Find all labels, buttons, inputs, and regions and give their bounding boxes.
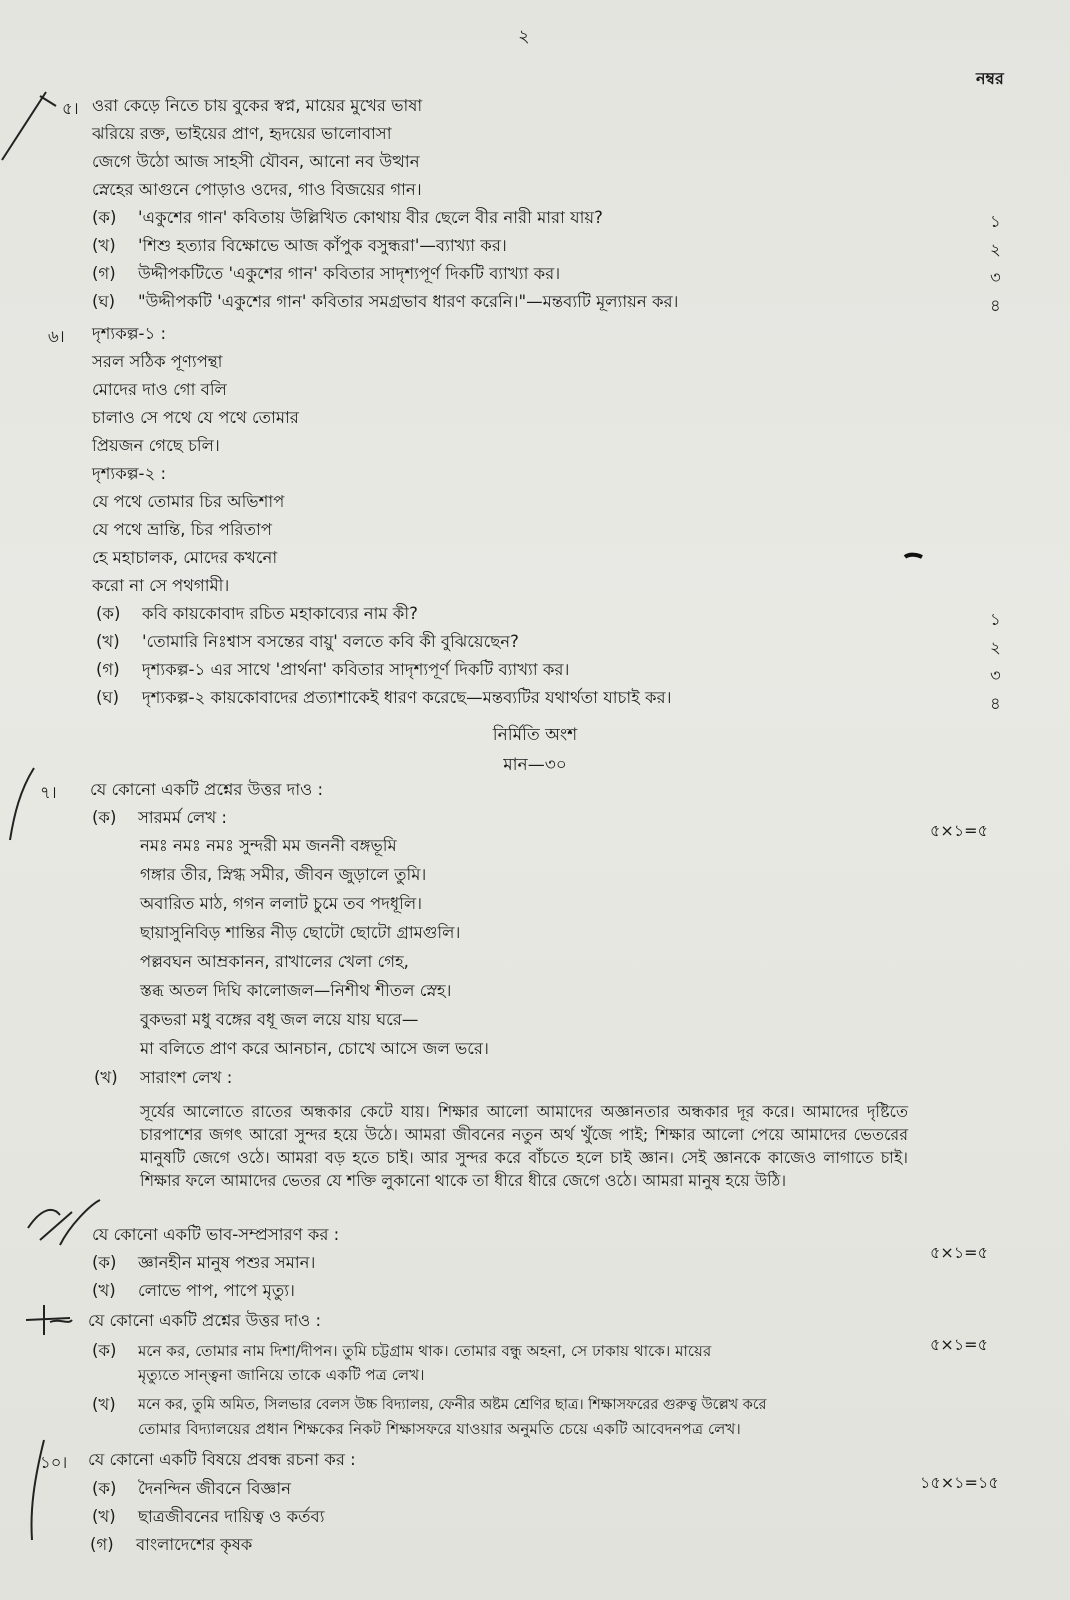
q10-part-text: ছাত্রজীবনের দায়িত্ব ও কর্তব্য	[138, 1507, 325, 1526]
q5-poem-line: ঝরিয়ে রক্ত, ভাইয়ের প্রাণ, হৃদয়ের ভালোবাসা	[92, 124, 392, 143]
q6-part-text: কবি কায়কোবাদ রচিত মহাকাব্যের নাম কী?	[142, 604, 418, 623]
q9-part-text: তোমার বিদ্যালয়ের প্রধান শিক্ষকের নিকট শিক্ষাসফরে যাওয়ার অনুমতি চেয়ে একটি আবেদনপত্র লেখ।	[138, 1420, 741, 1438]
q8-instruction: যে কোনো একটি ভাব-সম্প্রসারণ কর :	[92, 1225, 340, 1244]
q7a-title: সারমর্ম লেখ :	[138, 808, 227, 827]
q7b-title: সারাংশ লেখ :	[140, 1068, 233, 1087]
q7-mark: ৫×১=৫	[930, 821, 988, 840]
q6-part-label: (গ)	[96, 660, 120, 679]
q8-mark: ৫×১=৫	[930, 1243, 988, 1262]
q6-scene2-line: যে পথে ভ্রান্তি, চির পরিতাপ	[92, 520, 273, 539]
q6-part-mark: ২	[990, 638, 1001, 657]
q7a-poem-line: ছায়াসুনিবিড় শান্তির নীড় ছোটো ছোটো গ্রামগুলি।	[140, 923, 461, 942]
q5-part-mark: ২	[990, 240, 1001, 259]
q6-scene2-line: হে মহাচালক, মোদের কখনো	[92, 548, 278, 567]
q6-scene1-line: সরল সঠিক পূণ্যপন্থা	[92, 352, 223, 371]
q8-part-text: জ্ঞানহীন মানুষ পশুর সমান।	[138, 1253, 316, 1272]
q5-part-text: 'শিশু হত্যার বিক্ষোভে আজ কাঁপুক বসুন্ধরা'—ব্যাখ্যা কর।	[138, 236, 507, 255]
q6-part-label: (ক)	[96, 604, 121, 623]
q5-poem-line: ওরা কেড়ে নিতে চায় বুকের স্বপ্ন, মায়ের মুখের ভাষা	[92, 96, 423, 115]
q5-part-label: (ঘ)	[92, 292, 116, 311]
q7-instruction: যে কোনো একটি প্রশ্নের উত্তর দাও :	[90, 780, 324, 799]
q8-part-label: (ক)	[92, 1253, 117, 1272]
q6-scene1-line: চালাও সে পথে যে পথে তোমার	[92, 408, 299, 427]
q6-part-text: 'তোমারি নিঃশ্বাস বসন্তের বায়ু' বলতে কবি কী বুঝিয়েছেন?	[142, 632, 519, 651]
q5-part-text: উদ্দীপকটিতে 'একুশের গান' কবিতার সাদৃশ্যপূর্ণ দিকটি ব্যাখ্যা কর।	[138, 264, 561, 283]
q7a-label: (ক)	[92, 808, 117, 827]
q5-part-mark: ৩	[990, 268, 1001, 287]
q10-instruction: যে কোনো একটি বিষয়ে প্রবন্ধ রচনা কর :	[88, 1450, 356, 1469]
q5-part-label: (ক)	[92, 208, 117, 227]
q9-mark: ৫×১=৫	[930, 1335, 988, 1354]
marks-column-header: নম্বর	[976, 69, 1004, 88]
q10-part-text: দৈনন্দিন জীবনে বিজ্ঞান	[138, 1479, 291, 1498]
q8-part-text: লোভে পাপ, পাপে মৃত্যু।	[138, 1281, 295, 1300]
q7a-poem-line: গঙ্গার তীর, স্নিগ্ধ সমীর, জীবন জুড়ালে তুমি।	[140, 865, 427, 884]
q6-part-label: (খ)	[96, 632, 120, 651]
q9-part-text: মনে কর, তোমার নাম দিশা/দীপন। তুমি চট্টগ্রাম থাক। তোমার বন্ধু অহনা, সে ঢাকায় থাকে। মায়ের	[138, 1342, 712, 1360]
q10-number: ১০।	[40, 1453, 68, 1472]
q7-number: ৭।	[40, 783, 57, 802]
q5-number: ৫।	[62, 99, 79, 118]
q6-scene1-line: মোদের দাও গো বলি	[92, 380, 227, 399]
q6-scene2-title: দৃশ্যকল্প-২ :	[92, 464, 167, 483]
q10-part-label: (গ)	[90, 1535, 114, 1554]
q10-part-text: বাংলাদেশের কৃষক	[136, 1535, 253, 1554]
q6-part-label: (ঘ)	[96, 688, 120, 707]
q7a-poem-line: স্তব্ধ অতল দিঘি কালোজল—নিশীথ শীতল স্নেহ।	[140, 981, 452, 1000]
q5-part-text: "উদ্দীপকটি 'একুশের গান' কবিতার সমগ্রভাব ধারণ করেনি।"—মন্তব্যটি মূল্যায়ন কর।	[138, 292, 679, 311]
q5-part-text: 'একুশের গান' কবিতায় উল্লিখিত কোথায় বীর ছেলে বীর নারী মারা যায়?	[138, 208, 603, 227]
q8-part-label: (খ)	[92, 1281, 116, 1300]
q6-part-mark: ৪	[990, 694, 1001, 713]
q7b-paragraph: সূর্যের আলোতে রাতের অন্ধকার কেটে যায়। শিক্ষার আলো আমাদের অজ্ঞানতার অন্ধকার দূর করে। আমাদের দৃষ্টিতে চারপাশের জগৎ আরো সুন্দর হয়ে উঠে। আমরা জীবনের নতুন অর্থ খুঁজে পাই; শিক্ষার আলো পেয়ে আমাদের ভেতরের মানুষটি জেগে ওঠে। আমরা বড় হতে চাই। আর সুন্দর করে বাঁচতে হলে চাই জ্ঞান। সেই জ্ঞানকে কাজেও লাগাতে চাই। শিক্ষার ফলে আমাদের ভেতর যে শক্তি লুকানো থাকে তা ধীরে ধীরে জেগে ওঠে। আমরা মানুষ হয়ে উঠি।	[140, 1102, 908, 1190]
q9-part-text: মনে কর, তুমি অমিত, সিলভার বেলস উচ্চ বিদ্যালয়, ফেনীর অষ্টম শ্রেণির ছাত্র। শিক্ষাসফরের গুরুত্ব উল্লেখ করে	[138, 1397, 767, 1413]
section-marks: মান—৩০	[503, 755, 567, 775]
q6-part-mark: ১	[990, 610, 1001, 629]
q6-part-text: দৃশ্যকল্প-১ এর সাথে 'প্রার্থনা' কবিতার সাদৃশ্যপূর্ণ দিকটি ব্যাখ্যা কর।	[142, 660, 570, 679]
q5-part-label: (গ)	[92, 264, 116, 283]
q6-number: ৬।	[48, 327, 65, 346]
q7a-poem-line: বুকভরা মধু বঙ্গের বধূ জল লয়ে যায় ঘরে—	[140, 1010, 419, 1029]
q9-instruction: যে কোনো একটি প্রশ্নের উত্তর দাও :	[88, 1311, 322, 1330]
q5-part-mark: ১	[990, 212, 1001, 231]
q6-scene1-title: দৃশ্যকল্প-১ :	[92, 324, 167, 343]
q5-poem-line: স্নেহের আগুনে পোড়াও ওদের, গাও বিজয়ের গান।	[92, 180, 422, 199]
q9-part-label: (খ)	[92, 1395, 116, 1414]
q6-scene2-line: যে পথে তোমার চির অভিশাপ	[92, 492, 285, 511]
q9-part-label: (ক)	[92, 1341, 117, 1360]
q10-part-label: (ক)	[92, 1479, 117, 1498]
q6-part-mark: ৩	[990, 666, 1001, 685]
section-title: নির্মিতি অংশ	[492, 725, 578, 745]
q7a-poem-line: মা বলিতে প্রাণ করে আনচান, চোখে আসে জল ভরে।	[140, 1039, 489, 1058]
q7a-poem-line: অবারিত মাঠ, গগন ললাট চুমে তব পদধূলি।	[140, 894, 423, 913]
q10-mark: ১৫×১=১৫	[920, 1473, 999, 1492]
q10-part-label: (খ)	[92, 1507, 116, 1526]
q6-part-text: দৃশ্যকল্প-২ কায়কোবাদের প্রত্যাশাকেই ধারণ করেছে—মন্তব্যটির যথার্থতা যাচাই কর।	[142, 688, 672, 707]
q9-part-text: মৃত্যুতে সান্ত্বনা জানিয়ে তাকে একটি পত্র লেখ।	[138, 1366, 425, 1384]
q5-part-label: (খ)	[92, 236, 116, 255]
q6-scene1-line: প্রিয়জন গেছে চলি।	[92, 436, 220, 455]
q5-part-mark: ৪	[990, 296, 1001, 315]
q6-scene2-line: করো না সে পথগামী।	[92, 576, 230, 595]
page-number: ২	[518, 26, 530, 47]
q7a-poem-line: নমঃ নমঃ নমঃ সুন্দরী মম জননী বঙ্গভূমি	[140, 836, 397, 855]
q5-poem-line: জেগে উঠো আজ সাহসী যৌবন, আনো নব উত্থান	[92, 152, 420, 171]
q7b-label: (খ)	[94, 1068, 118, 1087]
q7a-poem-line: পল্লবঘন আম্রকানন, রাখালের খেলা গেহ,	[140, 952, 409, 971]
